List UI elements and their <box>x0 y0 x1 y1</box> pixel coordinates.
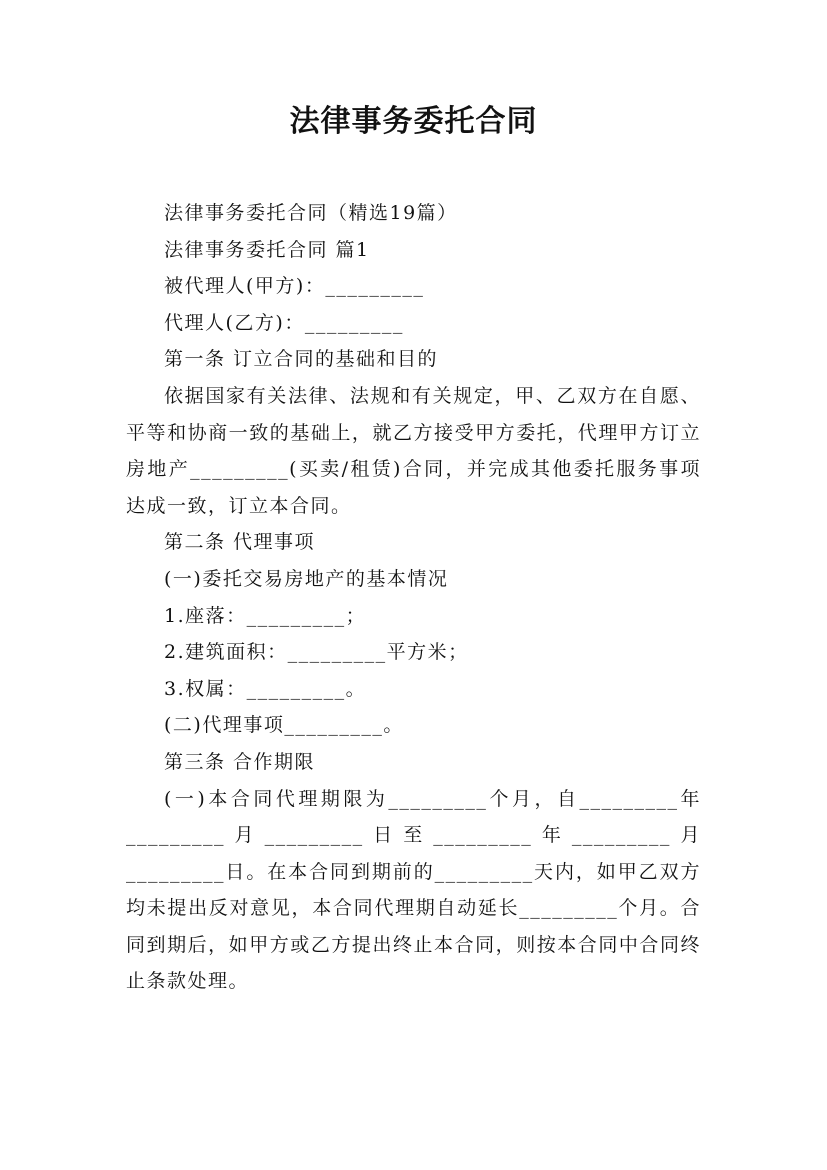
paragraph-article-1-heading: 第一条 订立合同的基础和目的 <box>164 348 439 371</box>
paragraph-article-1-text: 依据国家有关法律、法规和有关规定，甲、乙双方在自愿、平等和协商一致的基础上，就乙方接受甲方委托，代理甲方订立房地产_________(买卖/租赁)合同，并完成其他委托服务事项达成一致，订立本合同。 <box>126 384 701 517</box>
paragraph-property-info-heading: (一)委托交易房地产的基本情况 <box>164 567 449 590</box>
paragraph-subtitle: 法律事务委托合同（精选19篇） <box>164 202 458 224</box>
paragraph-location: 1.座落：_________； <box>164 604 367 627</box>
paragraph-article-2-heading: 第二条 代理事项 <box>164 531 316 554</box>
paragraph-agency-matters: (二)代理事项_________。 <box>164 714 404 737</box>
paragraph-article-3-text: (一)本合同代理期限为_________个月，自_________年_________月_________日至_________年_________月_________日。在本合同到期前的_________天内，如甲乙双方均未提出反对意见，本合同代理期自动延长_________个月。合同到期后，如甲方或乙方提出终止本合同，则按本合同中合同终止条款处理。 <box>126 787 701 993</box>
document-title: 法律事务委托合同 <box>289 104 538 139</box>
paragraph-ownership: 3.权属：_________。 <box>164 677 367 700</box>
paragraph-party-b: 代理人(乙方)：_________ <box>164 311 404 334</box>
paragraph-section-heading: 法律事务委托合同 篇1 <box>164 238 370 261</box>
document-body <box>126 195 701 1000</box>
paragraph-party-a: 被代理人(甲方)：_________ <box>164 275 425 298</box>
paragraph-building-area: 2.建筑面积：_________平方米； <box>164 641 469 664</box>
paragraph-article-3-heading: 第三条 合作期限 <box>164 750 316 773</box>
